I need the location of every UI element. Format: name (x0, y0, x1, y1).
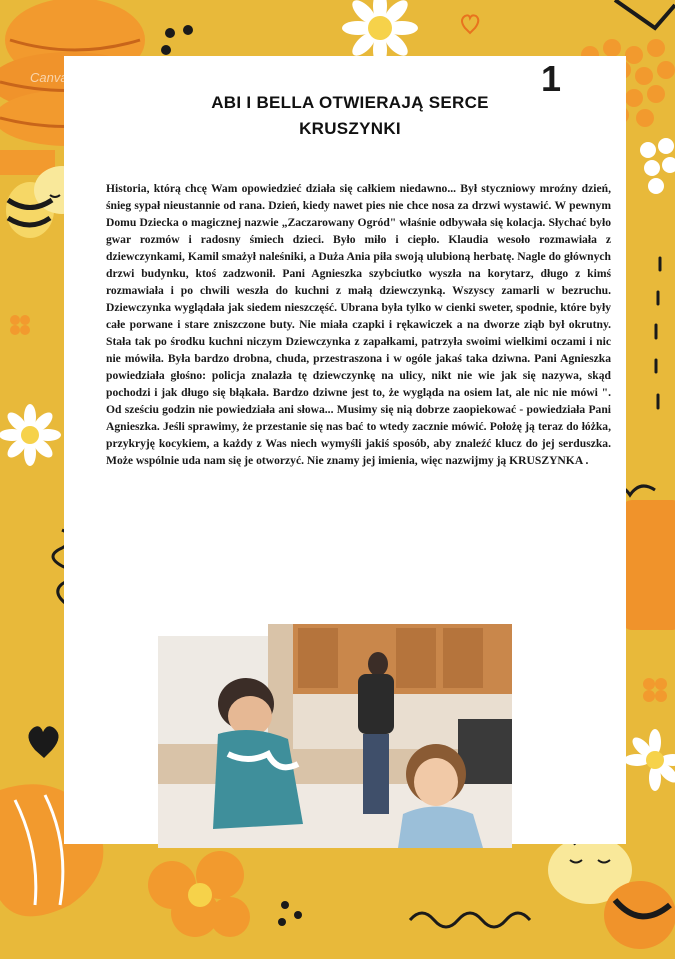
kitchen-photo (158, 624, 512, 848)
story-title-line: ABI I BELLA OTWIERAJĄ SERCE (211, 93, 489, 112)
flower-icon (148, 851, 250, 937)
page-number: 1 (541, 58, 562, 99)
story-title-line: KRUSZYNKI (299, 119, 401, 138)
flower-icon (10, 315, 30, 335)
flower-icon (643, 678, 667, 702)
honeycomb-icon (640, 138, 675, 194)
story-title (170, 90, 530, 142)
story-body (106, 180, 611, 469)
story-paragraph: Historia, którą chcę Wam opowiedzieć działa się całkiem niedawno... Był styczniowy mroźny dzień, śnieg sypał nieustannie od rana. Dzień, kiedy nawet pies nie chce nosa za drzwi wystawić. W pewnym Domu Dziecka o magicznej nazwie „Zaczarowany Ogród" właśnie odbywała się kolacja. Słychać było gwar rozmów i radosny śmiech dzieci. Było miło i ciepło. Klaudia wesoło rozmawiała z dziewczynkami, Kamil smażył naleśniki, a Duża Ania piła swoją ulubioną herbatę. Nagle do głównych drzwi budynku, ktoś zadzwonił. Pani Agnieszka szybciutko wyszła na korytarz, długo z kimś rozmawiała i po chwili weszła do kuchni z małą dziewczynką. Wszyscy zamarli w bezruchu. Dziewczynka wyglądała jak siedem nieszczęść. Ubrana była tylko w cienki sweter, spodnie, które były całe porwane i stare zniszczone buty. Nie miała czapki i rękawiczek a na dworze ziąb był okrutny. Stała tak po środku kuchni niczym Dziewczynka z zapałkami, patrzyła swoimi wielkimi oczami i nic nie mówiła. Była bardzo drobna, chuda, przestraszona i w ogóle jakaś taka dziwna. Pani Agnieszka powiedziała głośno: policja znalazła tę dziewczynkę na ulicy, nikt nie wie jak się nazywa, skąd pochodzi i jak długo się błąkała. Bardzo dziwne jest to, że wygląda na osiem lat, ale nic nie mówi ". Od sześciu godzin nie powiedziała ani słowa... Musimy się nią dobrze zaopiekować - powiedziała Pani Agnieszka. Jeśli sprawimy, że przestanie się nas bać to wtedy zacznie mówić. Położę ją teraz do łóżka, przykryję kocykiem, a każdy z Was niech wymyśli jakiś sposób, aby znaleźć klucz do jej serduszka. Może wspólnie uda nam się je otworzyć. Nie znamy jej imienia, więc nazwijmy ją KRUSZYNKA . (106, 182, 611, 467)
bee-icon (548, 826, 675, 949)
watermark-text: Canva (30, 70, 68, 85)
heart-icon (28, 726, 58, 758)
heart-icon (462, 15, 478, 33)
daisy-icon (624, 729, 675, 791)
daisy-icon (0, 404, 61, 466)
